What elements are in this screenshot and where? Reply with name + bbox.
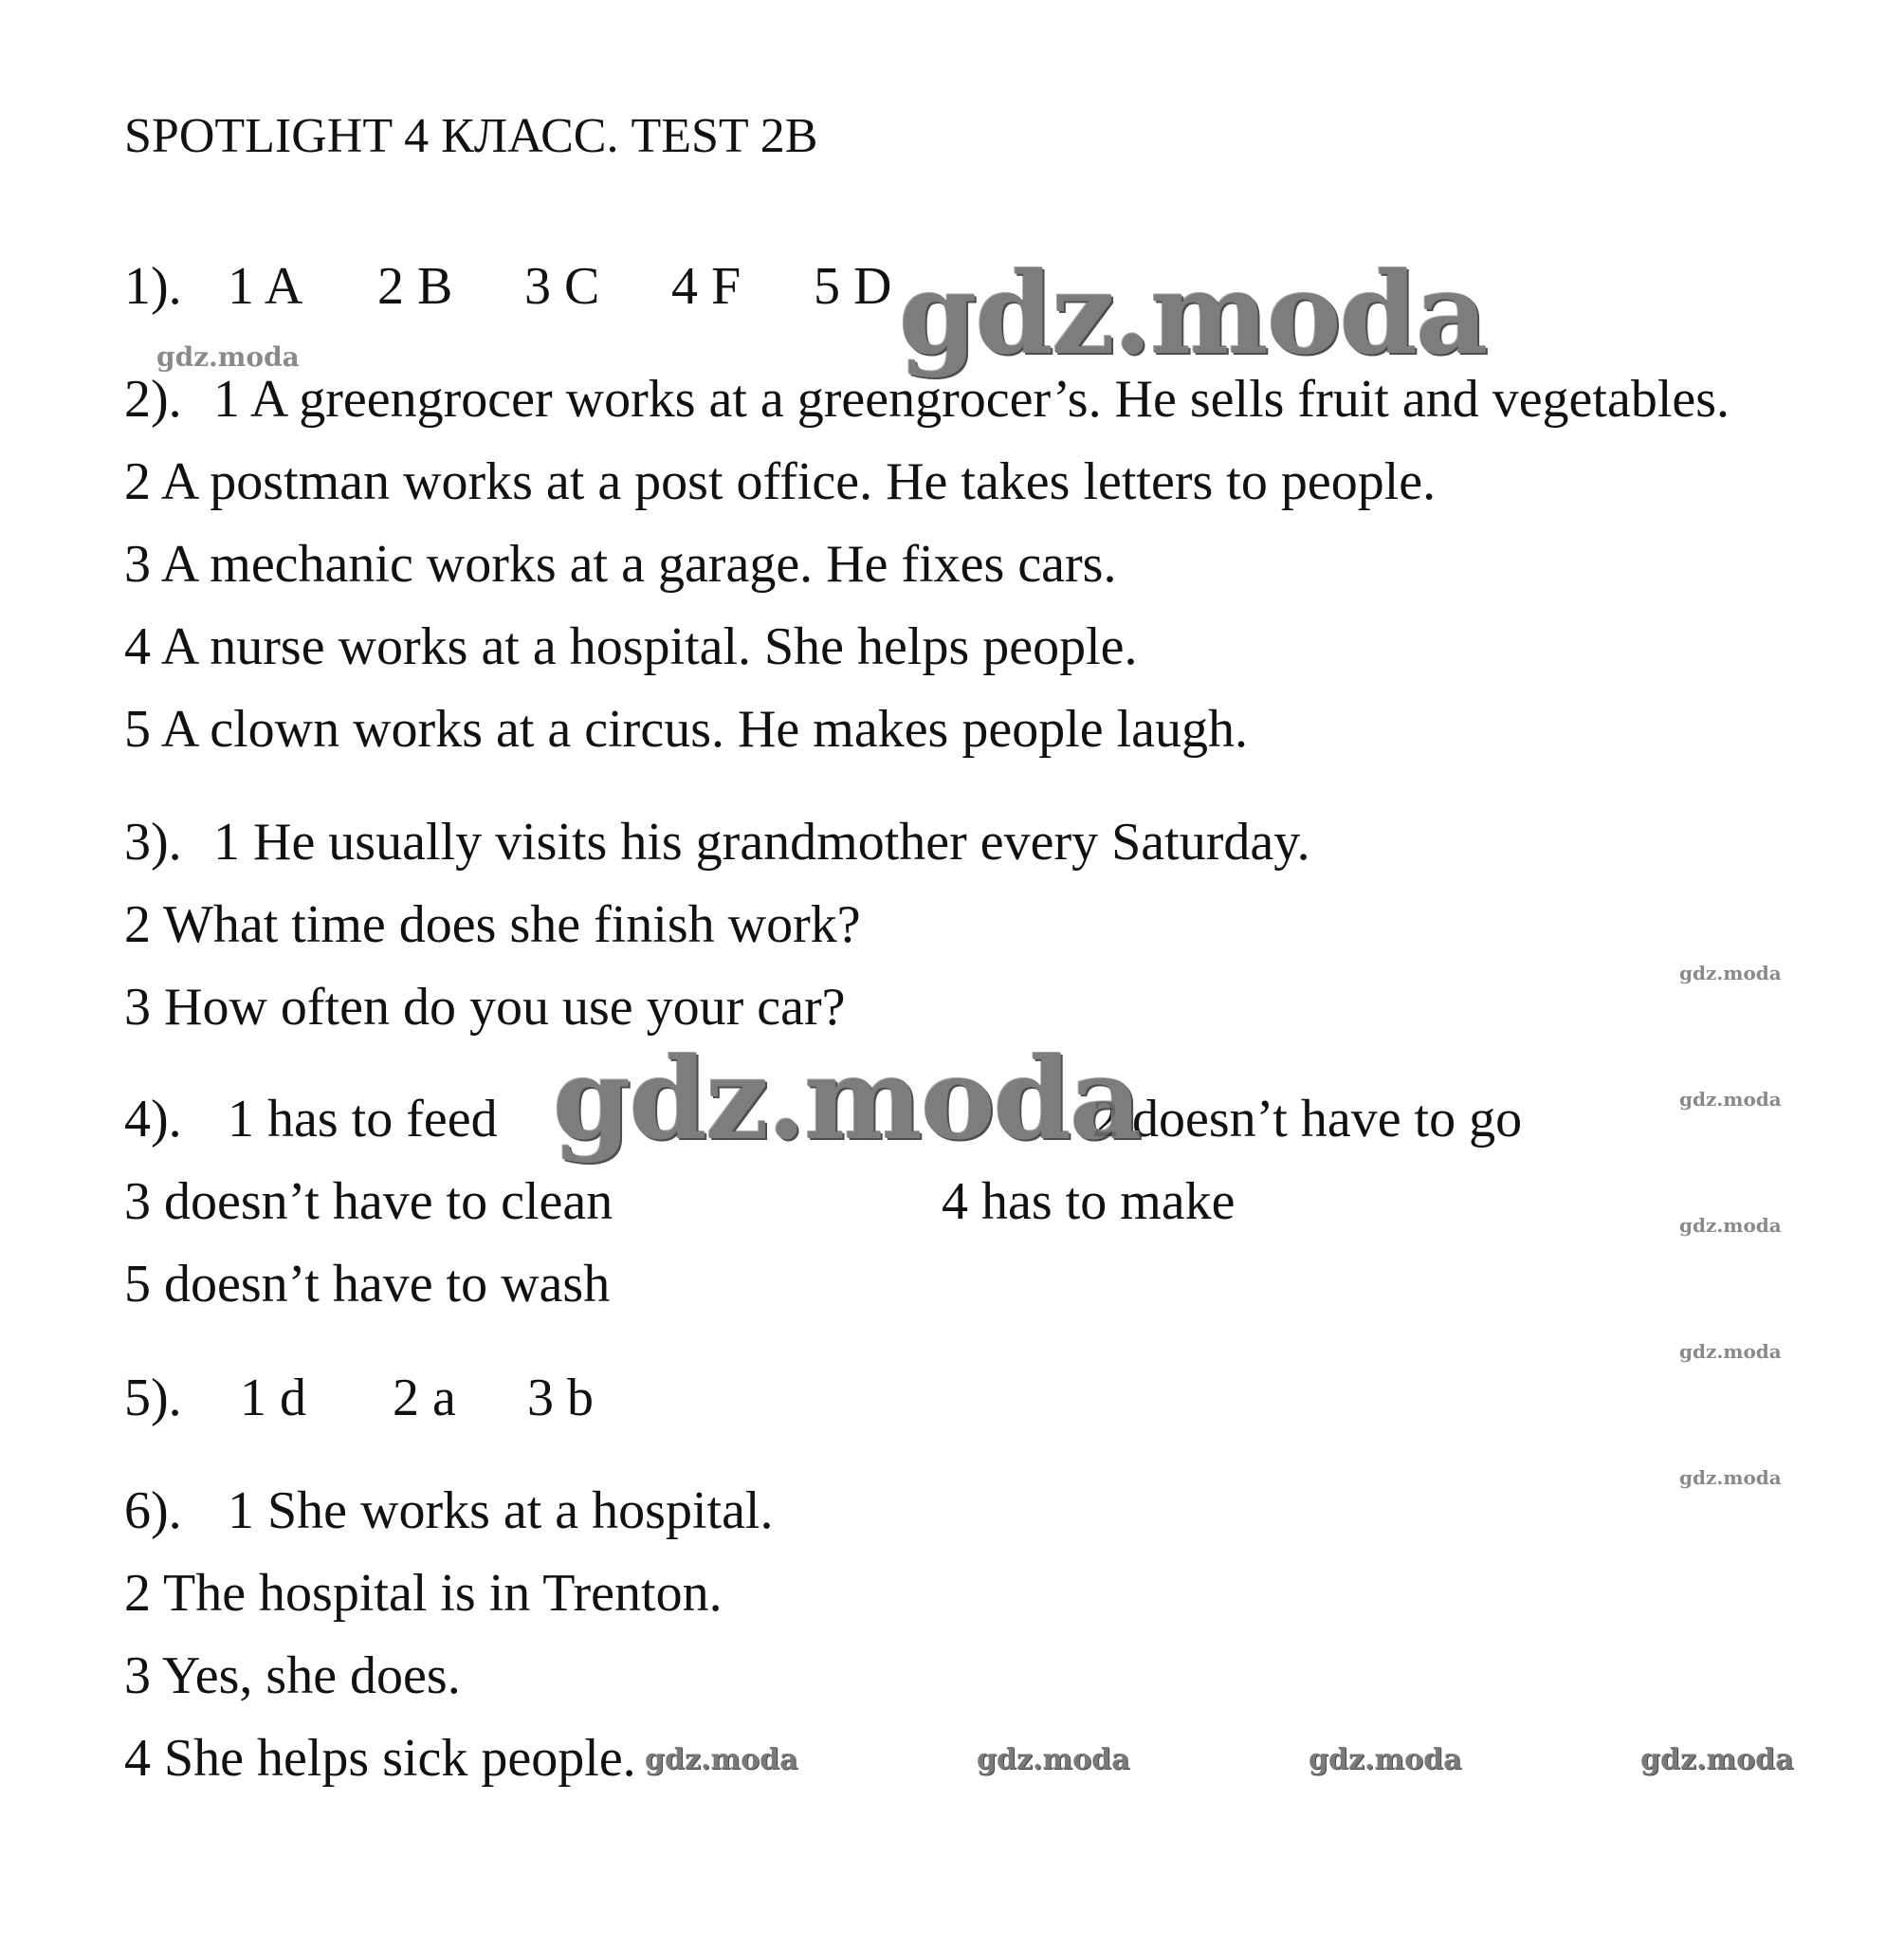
watermark-small: gdz.moda <box>1679 1340 1782 1363</box>
task-1-label: 1). <box>124 257 182 316</box>
task-4-item: 5 doesn’t have to wash <box>124 1255 611 1314</box>
watermark-logo: gdz.moda <box>553 1033 1141 1165</box>
task-3-line: 1 He usually visits his grandmother every Saturday. <box>213 813 1310 872</box>
watermark-small: gdz.moda <box>1679 962 1782 984</box>
task-4-label: 4). <box>124 1090 182 1149</box>
task-5-answer: 1 d <box>240 1369 306 1427</box>
task-6-line: 3 Yes, she does. <box>124 1646 461 1705</box>
watermark-small: gdz.moda <box>1640 1743 1794 1776</box>
task-5-label: 5). <box>124 1369 182 1427</box>
task-6-label: 6). <box>124 1481 182 1540</box>
watermark-small: gdz.moda <box>1309 1743 1462 1776</box>
task-2-line: 3 A mechanic works at a garage. He fixes cars. <box>124 535 1117 594</box>
task-2-label: 2). <box>124 370 182 429</box>
task-3-label: 3). <box>124 813 182 872</box>
task-5-answer: 3 b <box>527 1369 594 1427</box>
task-2-line: 5 A clown works at a circus. He makes people laugh. <box>124 700 1249 759</box>
task-4-item: 1 has to feed <box>228 1090 498 1149</box>
task-6-line: 2 The hospital is in Trenton. <box>124 1564 723 1623</box>
watermark-small: gdz.moda <box>645 1743 798 1776</box>
watermark-small: gdz.moda <box>977 1743 1130 1776</box>
task-1-answer: 2 B <box>377 257 453 316</box>
watermark-small: gdz.moda <box>1679 1466 1782 1489</box>
task-1-answer: 1 A <box>228 257 303 316</box>
watermark-small: gdz.moda <box>156 341 300 373</box>
task-2-line: 4 A nurse works at a hospital. She helps people. <box>124 617 1138 676</box>
task-1-answer: 3 C <box>524 257 600 316</box>
watermark-small: gdz.moda <box>1679 1088 1782 1111</box>
watermark-small: gdz.moda <box>1679 1214 1782 1237</box>
task-1-answer: 5 D <box>814 257 892 316</box>
task-6-line: 4 She helps sick people. <box>124 1729 636 1788</box>
task-4-item: 4 has to make <box>942 1172 1236 1231</box>
task-2-line: 1 A greengrocer works at a greengrocer’s. He sells fruit and vegetables. <box>213 370 1730 429</box>
watermark-logo: gdz.moda <box>899 248 1487 379</box>
task-1-answer: 4 F <box>671 257 741 316</box>
task-4-item: 3 doesn’t have to clean <box>124 1172 613 1231</box>
task-4-item: 2 doesn’t have to go <box>1092 1090 1523 1149</box>
task-6-line: 1 She works at a hospital. <box>228 1481 774 1540</box>
task-3-line: 2 What time does she finish work? <box>124 895 861 954</box>
task-2-line: 2 A postman works at a post office. He takes letters to people. <box>124 452 1437 511</box>
page-title: SPOTLIGHT 4 КЛАСС. TEST 2B <box>124 109 818 163</box>
task-3-line: 3 How often do you use your car? <box>124 978 846 1037</box>
task-5-answer: 2 a <box>393 1369 456 1427</box>
